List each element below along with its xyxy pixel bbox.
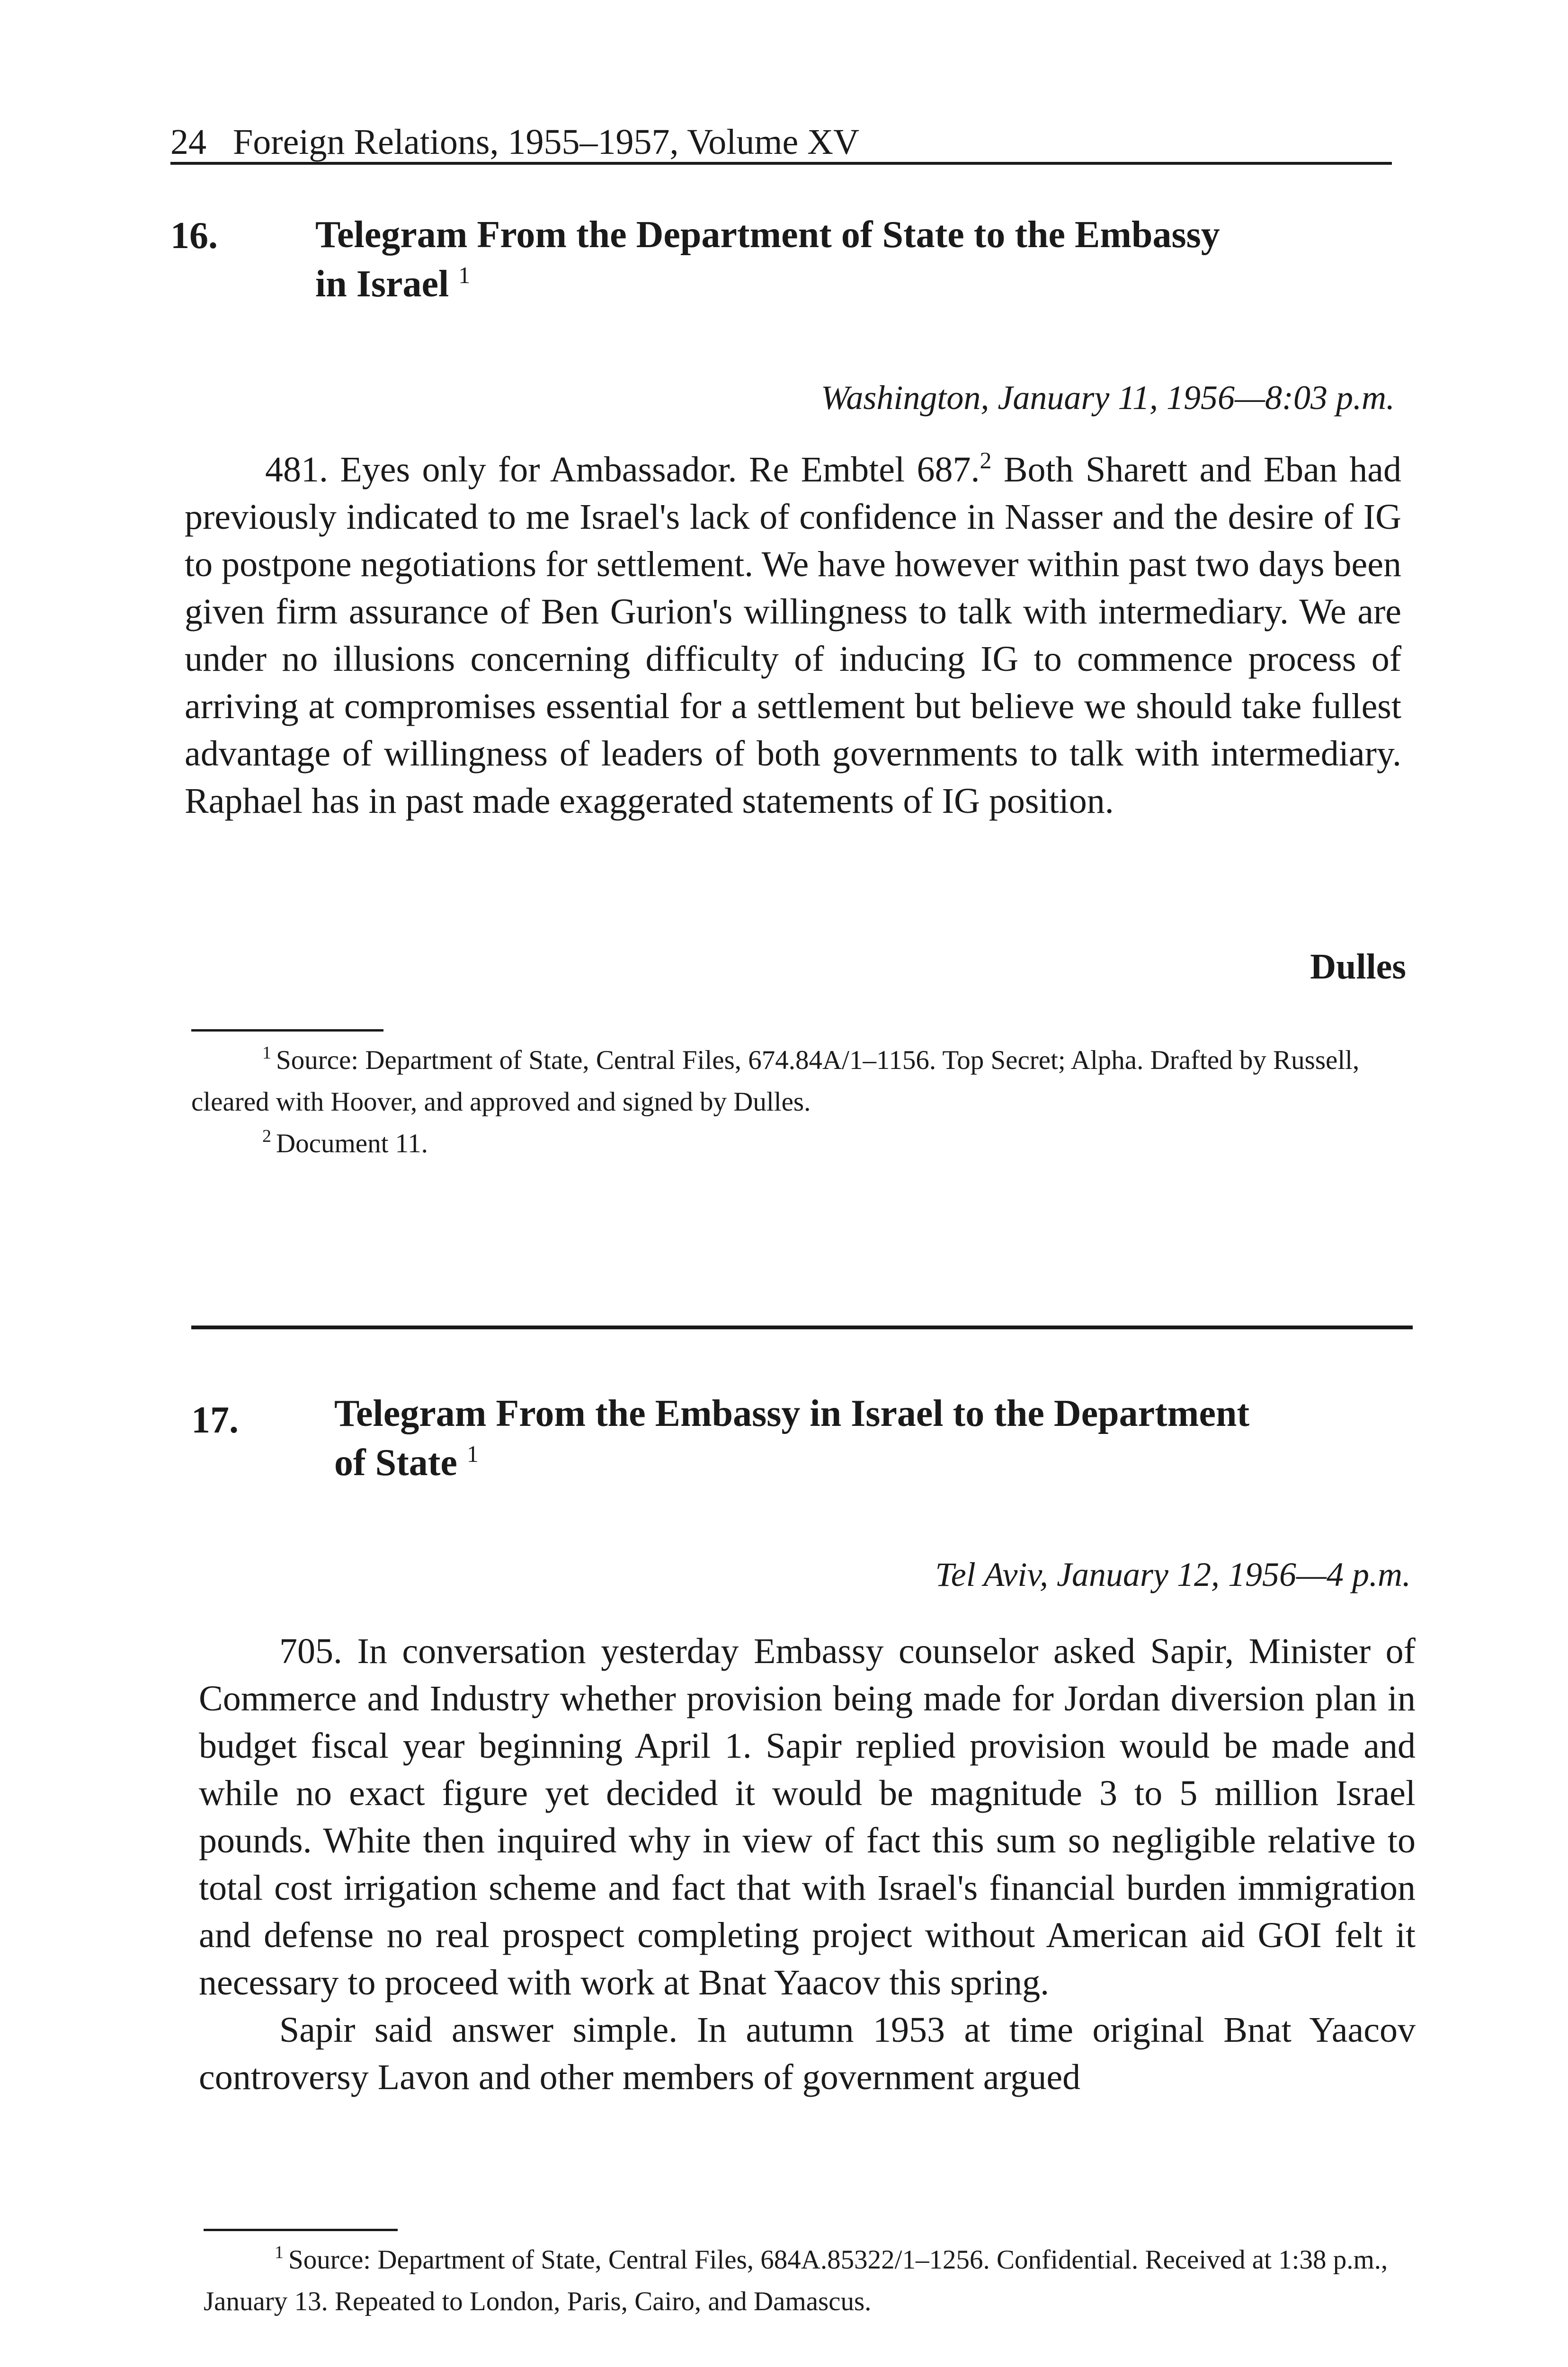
doc-16-footnotes <box>191 1040 1403 1165</box>
doc-16-footnote-ref: 2 <box>980 447 992 473</box>
doc-17-footnote-1: $^1$ Source: Department of State, Central Files, 684A.85322/1–1256. Confidential. Received at 1:38 p.m., January 13. Repeated to London, Paris, Cairo, and Damascus. <box>204 2242 1388 2316</box>
doc-17-footnote-rule <box>204 2229 398 2231</box>
doc-17-number: 17. <box>191 1399 239 1441</box>
doc-17-paragraph-1: 705. In conversation yesterday Embassy counselor asked Sapir, Minister of Commerce and Industry whether provision being made for Jordan diversion plan in budget fiscal year beginning April 1. Sapir replied provision would be made and while no exact figure yet decided it would be magnitude 3 to 5 million Israel pounds. White then inquired why in view of fact this sum so negligible relative to total cost irrigation scheme and fact that with Israel's financial burden immigration and defense no real prospect completing project without American aid GOI felt it necessary to proceed with work at Bnat Yaacov this spring. <box>199 1631 1416 2002</box>
doc-17-title <box>334 1389 1414 1487</box>
doc-17-footnotes <box>204 2239 1416 2323</box>
doc-16-signature: Dulles <box>1310 947 1406 987</box>
doc-17-title-footnote-mark: 1 <box>466 1441 479 1467</box>
section-divider <box>191 1326 1413 1329</box>
page-number: 24 <box>170 122 206 162</box>
doc-16-title-line2: in Israel <box>315 263 449 305</box>
doc-16-footnote-1: $^1$ Source: Department of State, Central Files, 674.84A/1–1156. Top Secret; Alpha. Drafted by Russell, cleared with Hoover, and approved and signed by Dulles. <box>191 1043 1360 1117</box>
doc-16-title-line1: Telegram From the Department of State to the Embassy <box>315 214 1220 256</box>
doc-17-dateline: Tel Aviv, January 12, 1956—4 p.m. <box>935 1556 1411 1593</box>
doc-16-body <box>185 446 1401 825</box>
doc-17-paragraph-2: Sapir said answer simple. In autumn 1953 at time original Bnat Yaacov controversy Lavon and other members of government argued <box>199 2010 1416 2097</box>
doc-17-body <box>199 1628 1416 2101</box>
doc-16-dateline: Washington, January 11, 1956—8:03 p.m. <box>821 379 1395 417</box>
running-header <box>170 124 1394 160</box>
doc-16-title-footnote-mark: 1 <box>458 262 471 288</box>
volume-title: Foreign Relations, 1955–1957, Volume XV <box>233 122 859 162</box>
doc-17-title-line2: of State <box>334 1442 457 1484</box>
doc-17-title-line1: Telegram From the Embassy in Israel to the Department <box>334 1393 1250 1434</box>
doc-16-paragraph-b: Both Sharett and Eban had previously indicated to me Israel's lack of confidence in Nasser and the desire of IG to postpone negotiations for settlement. We have however within past two days been given firm assurance of Ben Gurion's willingness to talk with intermediary. We are under no illusions concerning difficulty of inducing IG to commence process of arriving at compromises essential for a settlement but believe we should take fullest advantage of willingness of leaders of both governments to talk with intermediary. Raphael has in past made exaggerated statements of IG position. <box>185 450 1401 821</box>
doc-16-number: 16. <box>170 215 218 257</box>
doc-16-footnote-rule <box>191 1029 383 1032</box>
doc-16-paragraph-a: 481. Eyes only for Ambassador. Re Embtel 687. <box>265 450 980 489</box>
doc-16-title <box>315 210 1404 309</box>
doc-16-footnote-2: $^2$ Document 11. <box>262 1126 428 1158</box>
header-rule <box>170 162 1392 165</box>
